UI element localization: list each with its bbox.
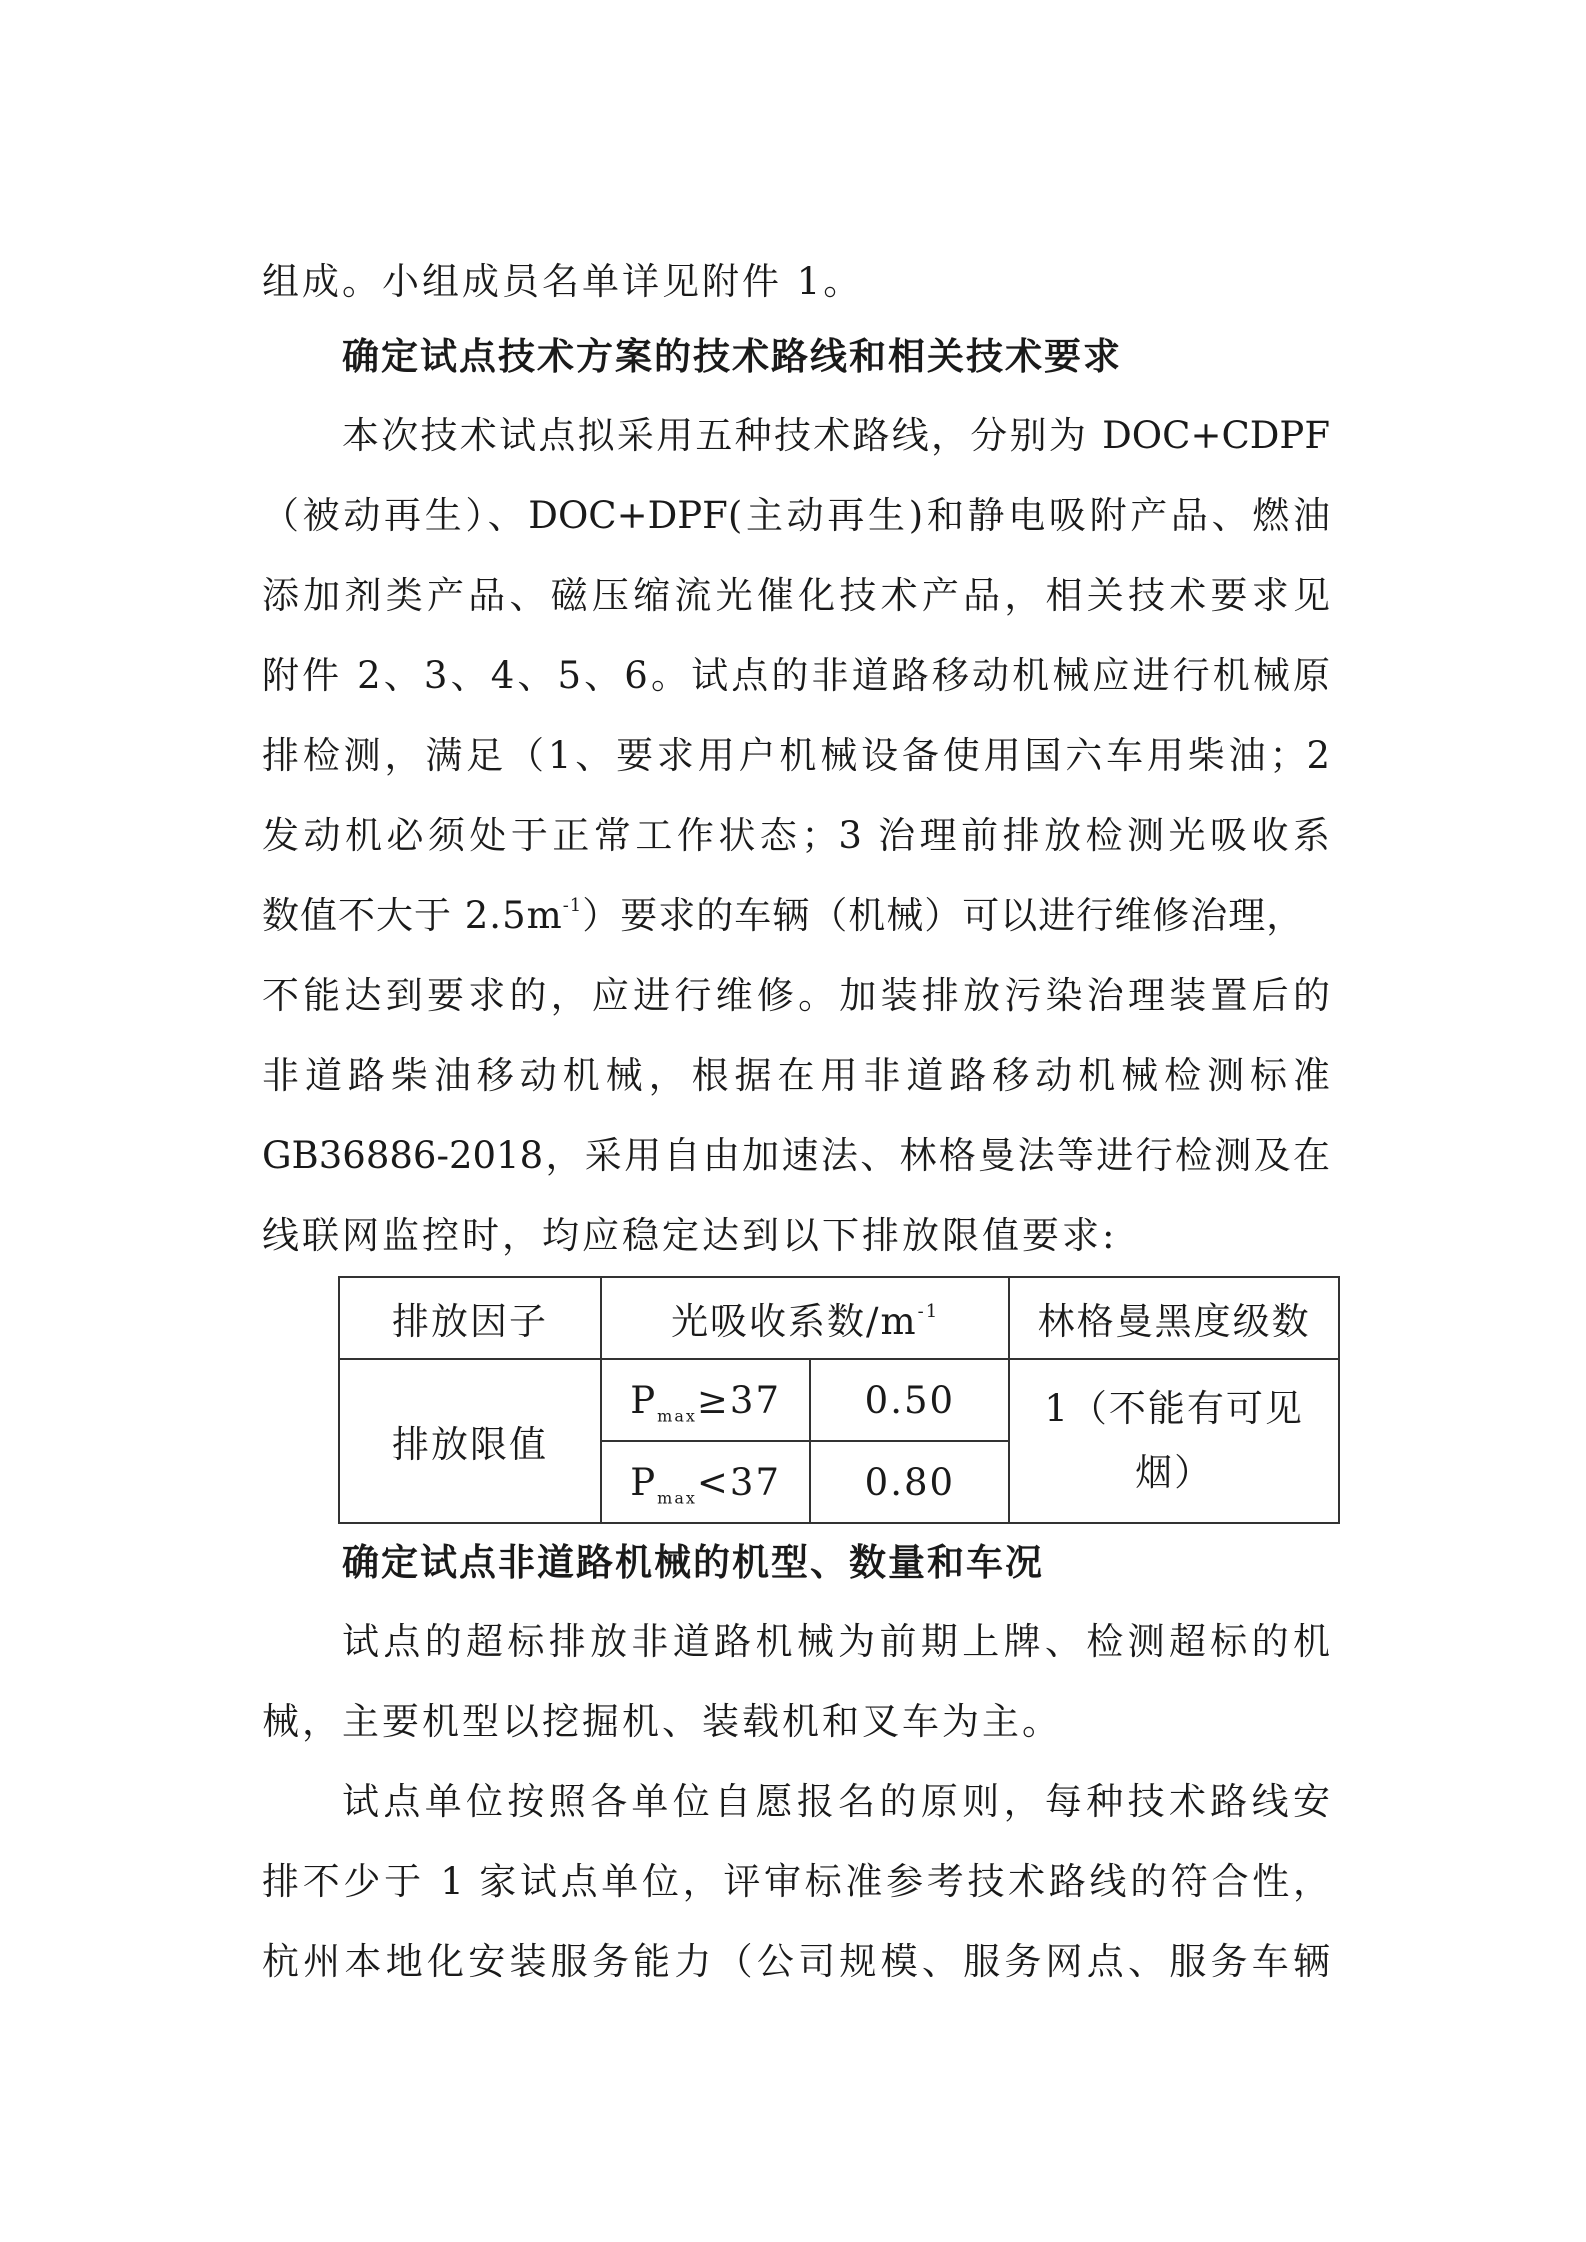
- paragraph-line: GB36886-2018，采用自由加速法、林格曼法等进行检测及在: [262, 1134, 1330, 1177]
- condition-pmax-lt-37: [601, 1441, 810, 1523]
- paragraph-line: 排检测，满足（1、要求用户机械设备使用国六车用柴油；2: [262, 734, 1330, 777]
- power-condition: ≥37: [696, 1378, 781, 1422]
- header-emission-factor: 排放因子: [339, 1277, 601, 1359]
- paragraph-line: 线联网监控时，均应稳定达到以下排放限值要求:: [262, 1214, 1118, 1257]
- paragraph-line: 发动机必须处于正常工作状态；3 治理前排放检测光吸收系: [262, 814, 1330, 857]
- section-heading-machine-types: 确定试点非道路机械的机型、数量和车况: [342, 1540, 1044, 1584]
- table-row: [339, 1359, 1339, 1441]
- header-ringelmann: 林格曼黑度级数: [1009, 1277, 1339, 1359]
- text-after-unit: ）要求的车辆（机械）可以进行维修治理，: [582, 894, 1305, 937]
- condition-pmax-ge-37: [601, 1359, 810, 1441]
- paragraph-line: 试点单位按照各单位自愿报名的原则，每种技术路线安: [342, 1780, 1330, 1823]
- section-heading-technical-route: 确定试点技术方案的技术路线和相关技术要求: [342, 334, 1122, 378]
- header-light-absorption: [601, 1277, 1009, 1359]
- table-header-row: [339, 1277, 1339, 1359]
- absorption-limit-value: 0.50: [810, 1359, 1009, 1441]
- paragraph-intro-line: 组成。小组成员名单详见附件 1。: [262, 260, 864, 303]
- paragraph-line: 本次技术试点拟采用五种技术路线，分别为 DOC+CDPF: [342, 414, 1330, 457]
- paragraph-line: 添加剂类产品、磁压缩流光催化技术产品，相关技术要求见: [262, 574, 1330, 617]
- paragraph-line: 杭州本地化安装服务能力（公司规模、服务网点、服务车辆: [262, 1940, 1330, 1983]
- header-absorption-text: 光吸收系数/m: [671, 1300, 918, 1343]
- paragraph-line: 不能达到要求的，应进行维修。加装排放污染治理装置后的: [262, 974, 1330, 1017]
- paragraph-line: 排不少于 1 家试点单位，评审标准参考技术路线的符合性，: [262, 1860, 1330, 1903]
- text-before-unit: 数值不大于 2.5m: [262, 894, 563, 937]
- paragraph-line: 非道路柴油移动机械，根据在用非道路移动机械检测标准: [262, 1054, 1330, 1097]
- paragraph-line: 械，主要机型以挖掘机、装载机和叉车为主。: [262, 1700, 1062, 1743]
- ringelmann-line: 1（不能有可见: [1044, 1387, 1304, 1430]
- unit-exponent: -1: [562, 894, 583, 916]
- power-condition: <37: [696, 1460, 781, 1504]
- paragraph-line: （被动再生）、DOC+DPF(主动再生)和静电吸附产品、燃油: [262, 494, 1330, 537]
- power-subscript: max: [657, 1487, 697, 1507]
- absorption-limit-value: 0.80: [810, 1441, 1009, 1523]
- power-symbol: P: [630, 1378, 658, 1422]
- row-label-emission-limit: 排放限值: [339, 1359, 601, 1523]
- power-symbol: P: [630, 1460, 658, 1504]
- paragraph-line: 附件 2、3、4、5、6。试点的非道路移动机械应进行机械原: [262, 654, 1330, 697]
- header-absorption-exponent: -1: [917, 1300, 940, 1322]
- ringelmann-limit: [1009, 1359, 1339, 1523]
- ringelmann-line: 烟）: [1135, 1451, 1214, 1494]
- paragraph-line: 试点的超标排放非道路机械为前期上牌、检测超标的机: [342, 1620, 1330, 1663]
- paragraph-line-with-unit: [262, 892, 1330, 940]
- emission-limits-table: [338, 1276, 1340, 1524]
- power-subscript: max: [657, 1405, 697, 1425]
